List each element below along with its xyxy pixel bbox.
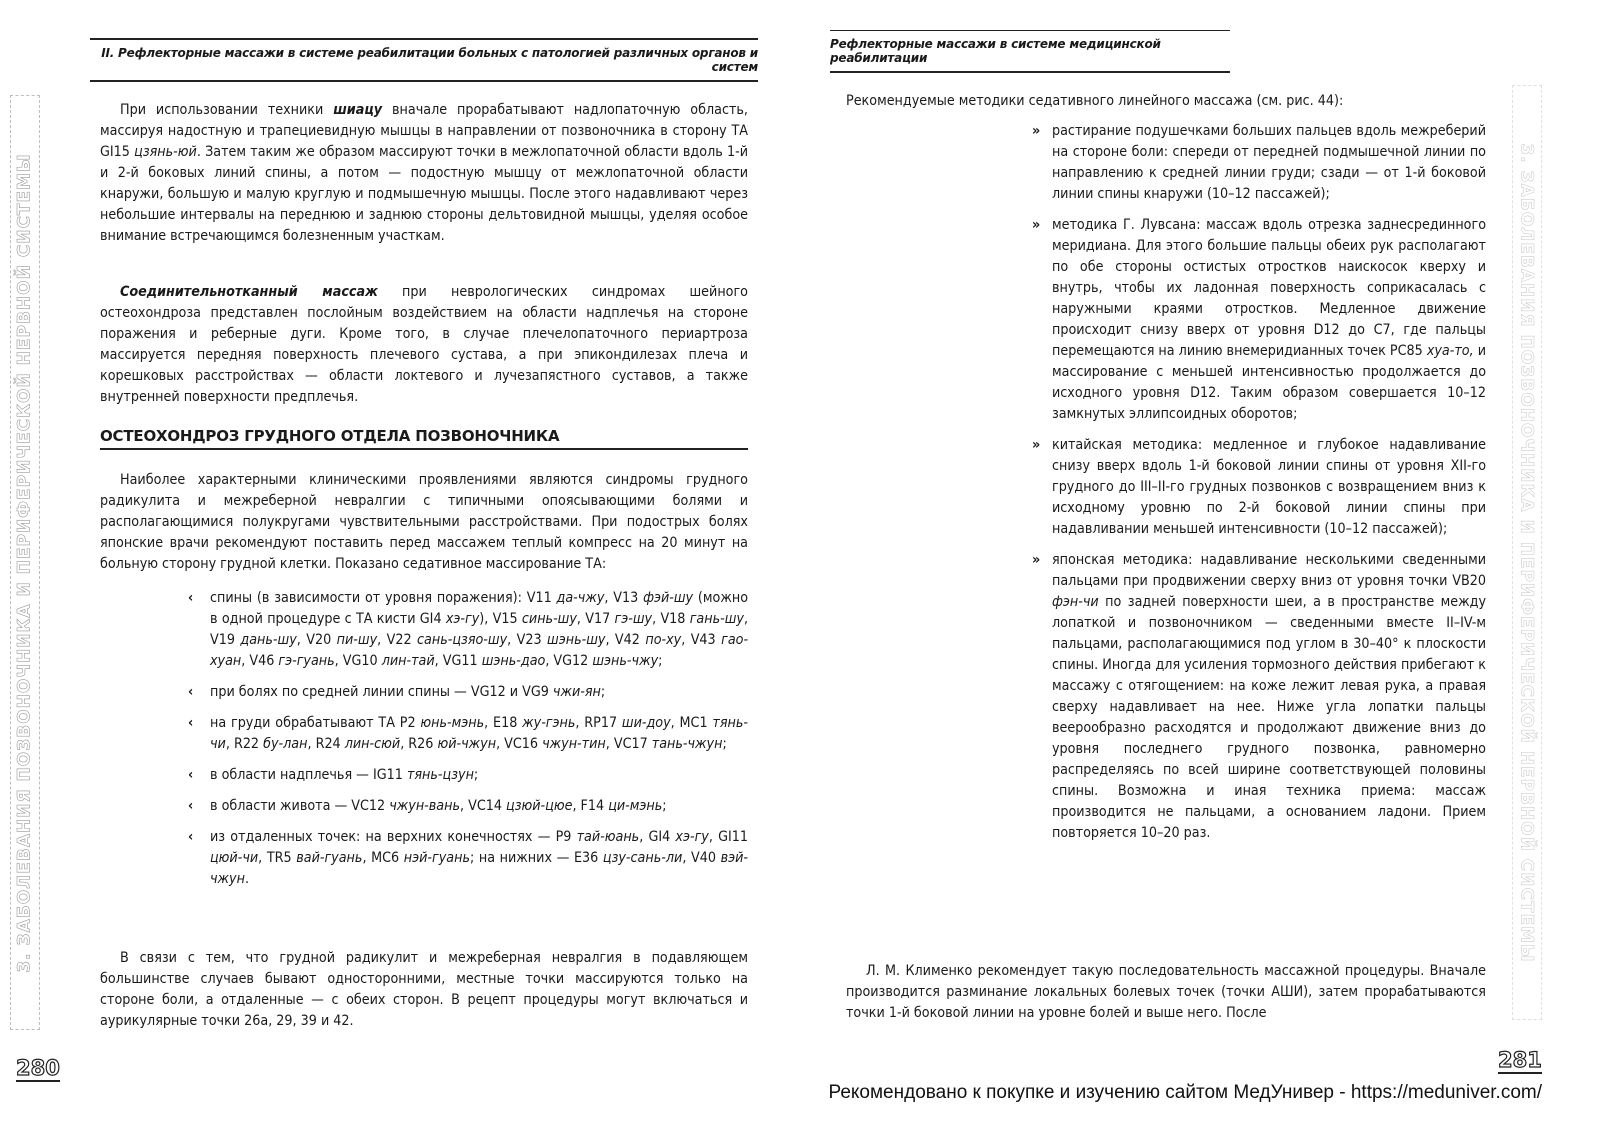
emphasis-text: тянь-чи xyxy=(210,715,748,752)
text-run: , VG10 xyxy=(334,653,382,669)
list-item xyxy=(1032,121,1486,205)
text-run: . xyxy=(244,871,250,887)
text-run: ; xyxy=(662,798,667,814)
text-run: при болях по средней линии спины — VG12 и VG9 xyxy=(210,684,553,700)
text-run: При использовании техники xyxy=(120,102,334,118)
text-run: , V17 xyxy=(576,611,615,627)
text-run: , VC16 xyxy=(496,736,543,752)
emphasis-text: Соединительнотканный массаж xyxy=(120,284,378,300)
emphasis-text: бу-лан xyxy=(263,736,308,752)
text-run: спины (в зависимости от уровня поражения): V11 xyxy=(210,590,557,606)
paragraph-connective-tissue-massage xyxy=(100,282,748,408)
bullet-icon: » xyxy=(1032,552,1041,568)
text-run: , V18 xyxy=(652,611,690,627)
emphasis-text: сань-цзяо-шу xyxy=(417,632,508,648)
running-header: Рефлекторные массажи в системе медицинской реабилитации xyxy=(830,30,1230,73)
text-run: , TR5 xyxy=(258,850,297,866)
text-run: ; xyxy=(722,736,727,752)
text-run: японская методика: надавливание несколькими сведенными пальцами при продвижении сверху вниз от уровня точки VB20 xyxy=(1052,552,1486,589)
emphasis-text: нэй-гуань xyxy=(403,850,470,866)
bullet-icon: ‹ xyxy=(188,829,194,845)
emphasis-text: шэнь-шу xyxy=(547,632,606,648)
emphasis-text: хэ-гу xyxy=(445,611,480,627)
text-run: , MC6 xyxy=(362,850,404,866)
running-header: II. Рефлекторные массажи в системе реабилитации больных с патологией различных органов и систем xyxy=(90,38,758,82)
text-run: ; xyxy=(658,653,663,669)
text-run: , V19 xyxy=(210,611,749,648)
bullet-icon: ‹ xyxy=(188,590,194,606)
emphasis-text: юнь-мэнь xyxy=(420,715,485,731)
paragraph-one-sided-pain xyxy=(100,948,748,1032)
text-run: , V23 xyxy=(507,632,548,648)
text-run: Л. М. Клименко рекомендует такую последовательность массажной процедуры. Вначале производится разминание локальных болевых точек (точки АШИ), затем прорабатываются точки 1-й боковой линии на уровне болей и выше него. После xyxy=(846,963,1486,1021)
bullet-icon: ‹ xyxy=(188,798,194,814)
paragraph-recommended-methods xyxy=(846,91,1486,112)
text-run: , R22 xyxy=(225,736,264,752)
emphasis-text: гань-шу xyxy=(689,611,744,627)
right-page xyxy=(800,0,1600,1131)
emphasis-text: фэй-шу xyxy=(643,590,694,606)
text-run: , R26 xyxy=(400,736,438,752)
text-run: на груди обрабатывают ТА P2 xyxy=(210,715,421,731)
emphasis-text: хэ-гу xyxy=(675,829,709,845)
chapter-side-tab-label: 3. ЗАБОЛЕВАНИЯ ПОЗВОНОЧНИКА И ПЕРИФЕРИЧЕСКОЙ НЕРВНОЙ СИСТЕМЫ xyxy=(15,152,36,973)
acupoint-list xyxy=(188,588,748,900)
text-run: ), V15 xyxy=(479,611,522,627)
section-heading: ОСТЕОХОНДРОЗ ГРУДНОГО ОТДЕЛА ПОЗВОНОЧНИКА xyxy=(100,427,748,450)
text-run: , V22 xyxy=(377,632,418,648)
list-item xyxy=(188,827,748,890)
emphasis-text: лин-тай xyxy=(381,653,435,669)
emphasis-text: по-ху xyxy=(645,632,682,648)
emphasis-text: лин-сюй xyxy=(344,736,401,752)
emphasis-text: шиацу xyxy=(333,102,383,118)
emphasis-text: да-чжу xyxy=(556,590,605,606)
bullet-icon: ‹ xyxy=(188,715,194,731)
emphasis-text: юй-чжун xyxy=(437,736,497,752)
text-run: , F14 xyxy=(572,798,609,814)
text-run: (можно в одной процедуре с ТА кисти GI4 xyxy=(210,590,749,627)
text-run: при неврологических синдромах шейного остеохондроза представлен послойным воздействием на области надплечья на стороне поражения и реберные дуги. Кроме того, в случае плечелопаточного периартроза массируется передняя поверхность плечевого сустава, а при эпикондилезах плеча и корешковых расстройствах — области локтевого и лучезапястного суставов, а также внутренней поверхности предплечья. xyxy=(100,284,748,405)
text-run: , GI11 xyxy=(708,829,748,845)
methods-list xyxy=(1032,121,1486,854)
text-run: вначале прорабатывают надлопаточную область, массируя надостную и трапециевидную мышцы в направлении от позвоночника в сторону ТА GI15 xyxy=(100,102,748,160)
emphasis-text: тянь-цзун xyxy=(406,767,474,783)
bullet-icon: ‹ xyxy=(188,767,194,783)
emphasis-text: жу-гэнь xyxy=(522,715,576,731)
emphasis-text: чжун-вань xyxy=(389,798,460,814)
chapter-side-tab xyxy=(1512,85,1542,1020)
emphasis-text: цзюй-цюе xyxy=(506,798,573,814)
text-run: из отдаленных точек: на верхних конечностях — P9 xyxy=(210,829,577,845)
emphasis-text: ци-мэнь xyxy=(608,798,663,814)
bullet-icon: » xyxy=(1032,217,1041,233)
watermark-text: Рекомендовано к покупке и изучению сайтом МедУнивер - https://meduniver.com/ xyxy=(828,1082,1542,1103)
paragraph-shiatsu xyxy=(100,100,748,247)
emphasis-text: хуа-то, xyxy=(1426,343,1474,359)
list-item xyxy=(188,713,748,755)
text-run: В связи с тем, что грудной радикулит и межреберная невралгия в подавляющем большинстве случаев бывают односторонними, местные точки массируются только на стороне боли, а отдаленные — с обеих сторон. В рецепт процедуры могут включаться и аурикулярные точки 26а, 29, 39 и 42. xyxy=(100,950,748,1029)
text-run: ; xyxy=(473,767,479,783)
text-run: Наиболее характерными клиническими проявлениями являются синдромы грудного радикулита и межреберной невралгии с типичными опоясывающими болями и располагающимися полукругами чувствительными расстройствами. При подострых болях японские врачи рекомендуют поставить перед массажем теплый компресс на 20 минут на больную сторону грудной клетки. Показано седативное массирование ТА: xyxy=(100,472,748,572)
emphasis-text: фэн-чи xyxy=(1052,594,1099,610)
text-run: , VG12 xyxy=(545,653,593,669)
text-run: , V46 xyxy=(241,653,279,669)
list-item xyxy=(188,588,748,672)
emphasis-text: тай-юань xyxy=(576,829,640,845)
text-run: , V20 xyxy=(296,632,337,648)
text-run: методика Г. Лувсана: массаж вдоль отрезка заднесрединного меридиана. Для этого большие пальцы обеих рук располагают по обе стороны остистых отростков наискосок кверху и внутрь, чтобы их ладонная поверхность соприкасалась с наружными краями отростков. Медленное движение происходит снизу вверх от уровня D12 до C7, где пальцы перемещаются на линию внемеридианных точек PC85 xyxy=(1052,217,1486,359)
emphasis-text: гао-хуан xyxy=(210,632,749,669)
list-item xyxy=(188,765,748,786)
page-number: 280 xyxy=(16,1056,60,1080)
emphasis-text: чжун-тин xyxy=(542,736,606,752)
emphasis-text: ши-доу xyxy=(621,715,671,731)
text-run: , R24 xyxy=(307,736,345,752)
list-item xyxy=(1032,550,1486,844)
text-run: , V43 xyxy=(681,632,722,648)
emphasis-text: цзянь-юй xyxy=(134,144,197,160)
emphasis-text: тань-чжун xyxy=(651,736,723,752)
bullet-icon: ‹ xyxy=(188,684,194,700)
emphasis-text: гэ-шу xyxy=(614,611,653,627)
page-number: 281 xyxy=(1498,1048,1542,1072)
emphasis-text: шэнь-дао xyxy=(481,653,546,669)
bullet-icon: » xyxy=(1032,123,1041,139)
text-run: китайская методика: медленное и глубокое надавливание снизу вверх вдоль 1-й боковой линии спины от уровня XII-го грудного до III–II-го грудных позвонков с возвращением вниз к исходному уровню по 2-й боковой линии спины при надавливании меньшей интенсивности (10–12 пассажей); xyxy=(1052,437,1486,537)
text-run: в области надплечья — IG11 xyxy=(210,767,407,783)
text-run: , VC17 xyxy=(605,736,652,752)
emphasis-text: цюй-чи xyxy=(210,850,259,866)
list-item xyxy=(188,682,748,703)
text-run: . Затем таким же образом массируют точки в межлопаточной области вдоль 1-й и 2-й боковых линий спины, а потом — подостную мышцу от межлопаточной области кнаружи, большую и малую круглую и подмышечную мышцы. После этого надавливают через небольшие интервалы на переднюю и заднюю стороны дельтовидной мышцы, уделяя особое внимание встречающимся болезненным участкам. xyxy=(100,144,749,244)
list-item xyxy=(1032,215,1486,425)
emphasis-text: дань-шу xyxy=(240,632,297,648)
text-run: и массирование с меньшей интенсивностью продолжается до исходного уровня D12. Таким образом совершается 10–12 замкнутых эллипсоидных оборотов; xyxy=(1052,343,1486,422)
emphasis-text: вэй-чжун xyxy=(210,850,748,887)
text-run: , MC1 xyxy=(670,715,713,731)
list-item xyxy=(188,796,748,817)
text-run: , GI4 xyxy=(639,829,676,845)
emphasis-text: синь-шу xyxy=(521,611,577,627)
emphasis-text: чжи-ян xyxy=(552,684,601,700)
chapter-side-tab xyxy=(10,95,40,1030)
paragraph-clinical-manifestations xyxy=(100,470,748,575)
text-run: ; xyxy=(600,684,606,700)
text-run: в области живота — VC12 xyxy=(210,798,390,814)
text-run: Рекомендуемые методики седативного линейного массажа (см. рис. 44): xyxy=(846,93,1344,109)
text-run: , VC14 xyxy=(459,798,507,814)
bullet-icon: » xyxy=(1032,437,1041,453)
emphasis-text: гэ-гуань xyxy=(278,653,335,669)
text-run: , E18 xyxy=(484,715,523,731)
chapter-side-tab-label: 3. ЗАБОЛЕВАНИЯ ПОЗВОНОЧНИКА И ПЕРИФЕРИЧЕСКОЙ НЕРВНОЙ СИСТЕМЫ xyxy=(1517,142,1538,963)
text-run: по задней поверхности шеи, а в пространстве между лопаткой и позвоночником — сведенными вместе II–IV-м пальцами, располагающимися под углом в 30–40° к плоскости спины. Иногда для усиления тормозного действия прибегают к массажу с отягощением: на коже лежит левая рука, а правая сверху надавливает на нее. Ниже угла лопатки пальцы веерообразно расходятся и продолжают движение вниз до уровня последнего грудного позвонка, равномерно распределяясь по всей ширине соответствующей половины спины. Возможна и иная техника приема: массаж производится не пальцами, а основанием ладони. Прием повторяется 10–20 раз. xyxy=(1052,594,1486,841)
text-run: , VG11 xyxy=(434,653,482,669)
emphasis-text: пи-шу xyxy=(336,632,378,648)
emphasis-text: вай-гуань xyxy=(296,850,363,866)
emphasis-text: шэнь-чжу xyxy=(592,653,659,669)
text-run: , V42 xyxy=(605,632,646,648)
text-run: , V40 xyxy=(682,850,721,866)
text-run: ; на нижних — E36 xyxy=(469,850,603,866)
text-run: , RP17 xyxy=(575,715,622,731)
emphasis-text: цзу-сань-ли xyxy=(602,850,683,866)
paragraph-klimenko xyxy=(846,961,1486,1024)
text-run: , V13 xyxy=(604,590,644,606)
text-run: растирание подушечками больших пальцев вдоль межреберий на стороне боли: спереди от передней подмышечной линии по направлению к средней линии груди; сзади — от 1-й боковой линии спины кнаружи (10–12 пассажей); xyxy=(1052,123,1486,202)
list-item xyxy=(1032,435,1486,540)
